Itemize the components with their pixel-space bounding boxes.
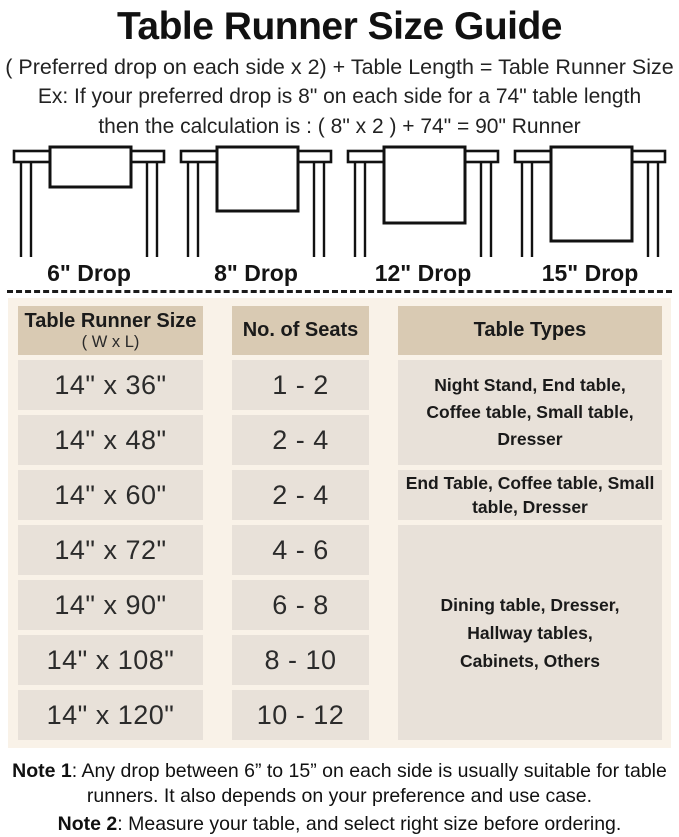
note-2-label: Note 2 [57, 812, 118, 835]
seats-cell [232, 580, 369, 630]
size-value: 14" x 60" [54, 479, 167, 510]
notes-section [0, 759, 679, 837]
size-cell [18, 525, 203, 575]
example-line-1: Ex: If your preferred drop is 8" on each side for a 74" table length [37, 84, 642, 108]
page-title: Table Runner Size Guide [116, 5, 563, 48]
seats-cell [232, 415, 369, 465]
table-illustration-8in-drop [173, 145, 339, 287]
dashed-divider [7, 290, 672, 293]
table-types-cell-rows-1-2 [398, 360, 662, 465]
seats-value: 6 - 8 [272, 589, 329, 620]
table-runner-diagram-icon [173, 145, 339, 257]
table-illustration-6in-drop [6, 145, 172, 287]
seats-cell [232, 525, 369, 575]
runner [217, 147, 298, 211]
size-cell [18, 360, 203, 410]
seats-value: 1 - 2 [272, 369, 329, 400]
note-1-text: : Any drop between 6” to 15” on each side is usually suitable for table runners. It also depends on your preference and use case. [71, 760, 667, 808]
runner [50, 147, 131, 187]
seats-value: 2 - 4 [272, 479, 329, 510]
header-runner-size-sublabel: ( W x L) [81, 333, 140, 352]
header-runner-size-label: Table Runner Size [24, 310, 197, 333]
drop-label: 15" Drop [541, 260, 639, 287]
seats-value: 2 - 4 [272, 424, 329, 455]
header-runner-size [18, 306, 203, 355]
table-types-value: Dining table, Dresser, Hallway tables, Cabinets, Others [440, 594, 620, 671]
size-guide-table [8, 298, 671, 748]
header-seats [232, 306, 369, 355]
seats-value: 10 - 12 [256, 699, 345, 730]
header-seats-label: No. of Seats [242, 319, 359, 342]
size-value: 14" x 36" [54, 369, 167, 400]
table-runner-diagram-icon [507, 145, 673, 257]
table-types-value: End Table, Coffee table, Small table, Dresser [405, 472, 655, 518]
drop-label: 8" Drop [214, 260, 298, 287]
seats-value: 8 - 10 [264, 644, 337, 675]
note-2 [8, 812, 671, 837]
size-cell [18, 580, 203, 630]
drop-illustrations [0, 139, 679, 287]
seats-value: 4 - 6 [272, 534, 329, 565]
runner [384, 147, 465, 223]
table-types-cell-rows-4-7 [398, 525, 662, 740]
size-value: 14" x 72" [54, 534, 167, 565]
table-illustration-15in-drop [507, 145, 673, 287]
table-runner-diagram-icon [340, 145, 506, 257]
note-1 [8, 759, 671, 810]
runner [551, 147, 632, 241]
size-value: 14" x 108" [46, 644, 175, 675]
formula-line: ( Preferred drop on each side x 2) + Table Length = Table Runner Size [5, 54, 674, 79]
size-cell [18, 415, 203, 465]
table-types-value: Night Stand, End table, Coffee table, Small table, Dresser [426, 374, 634, 450]
note-1-label: Note 1 [12, 760, 72, 783]
size-cell [18, 470, 203, 520]
table-runner-diagram-icon [6, 145, 172, 257]
header-table-types [398, 306, 662, 355]
drop-label: 6" Drop [47, 260, 131, 287]
seats-cell [232, 360, 369, 410]
seats-cell [232, 635, 369, 685]
example-line-2: then the calculation is : ( 8" x 2 ) + 74" = 90" Runner [98, 114, 581, 138]
size-cell [18, 635, 203, 685]
seats-cell [232, 690, 369, 740]
drop-label: 12" Drop [374, 260, 472, 287]
size-value: 14" x 120" [46, 699, 175, 730]
size-cell [18, 690, 203, 740]
note-2-text: : Measure your table, and select right size before ordering. [117, 812, 622, 835]
size-value: 14" x 48" [54, 424, 167, 455]
header-table-types-label: Table Types [473, 319, 587, 342]
table-illustration-12in-drop [340, 145, 506, 287]
table-types-cell-row-3 [398, 470, 662, 520]
seats-cell [232, 470, 369, 520]
size-value: 14" x 90" [54, 589, 167, 620]
